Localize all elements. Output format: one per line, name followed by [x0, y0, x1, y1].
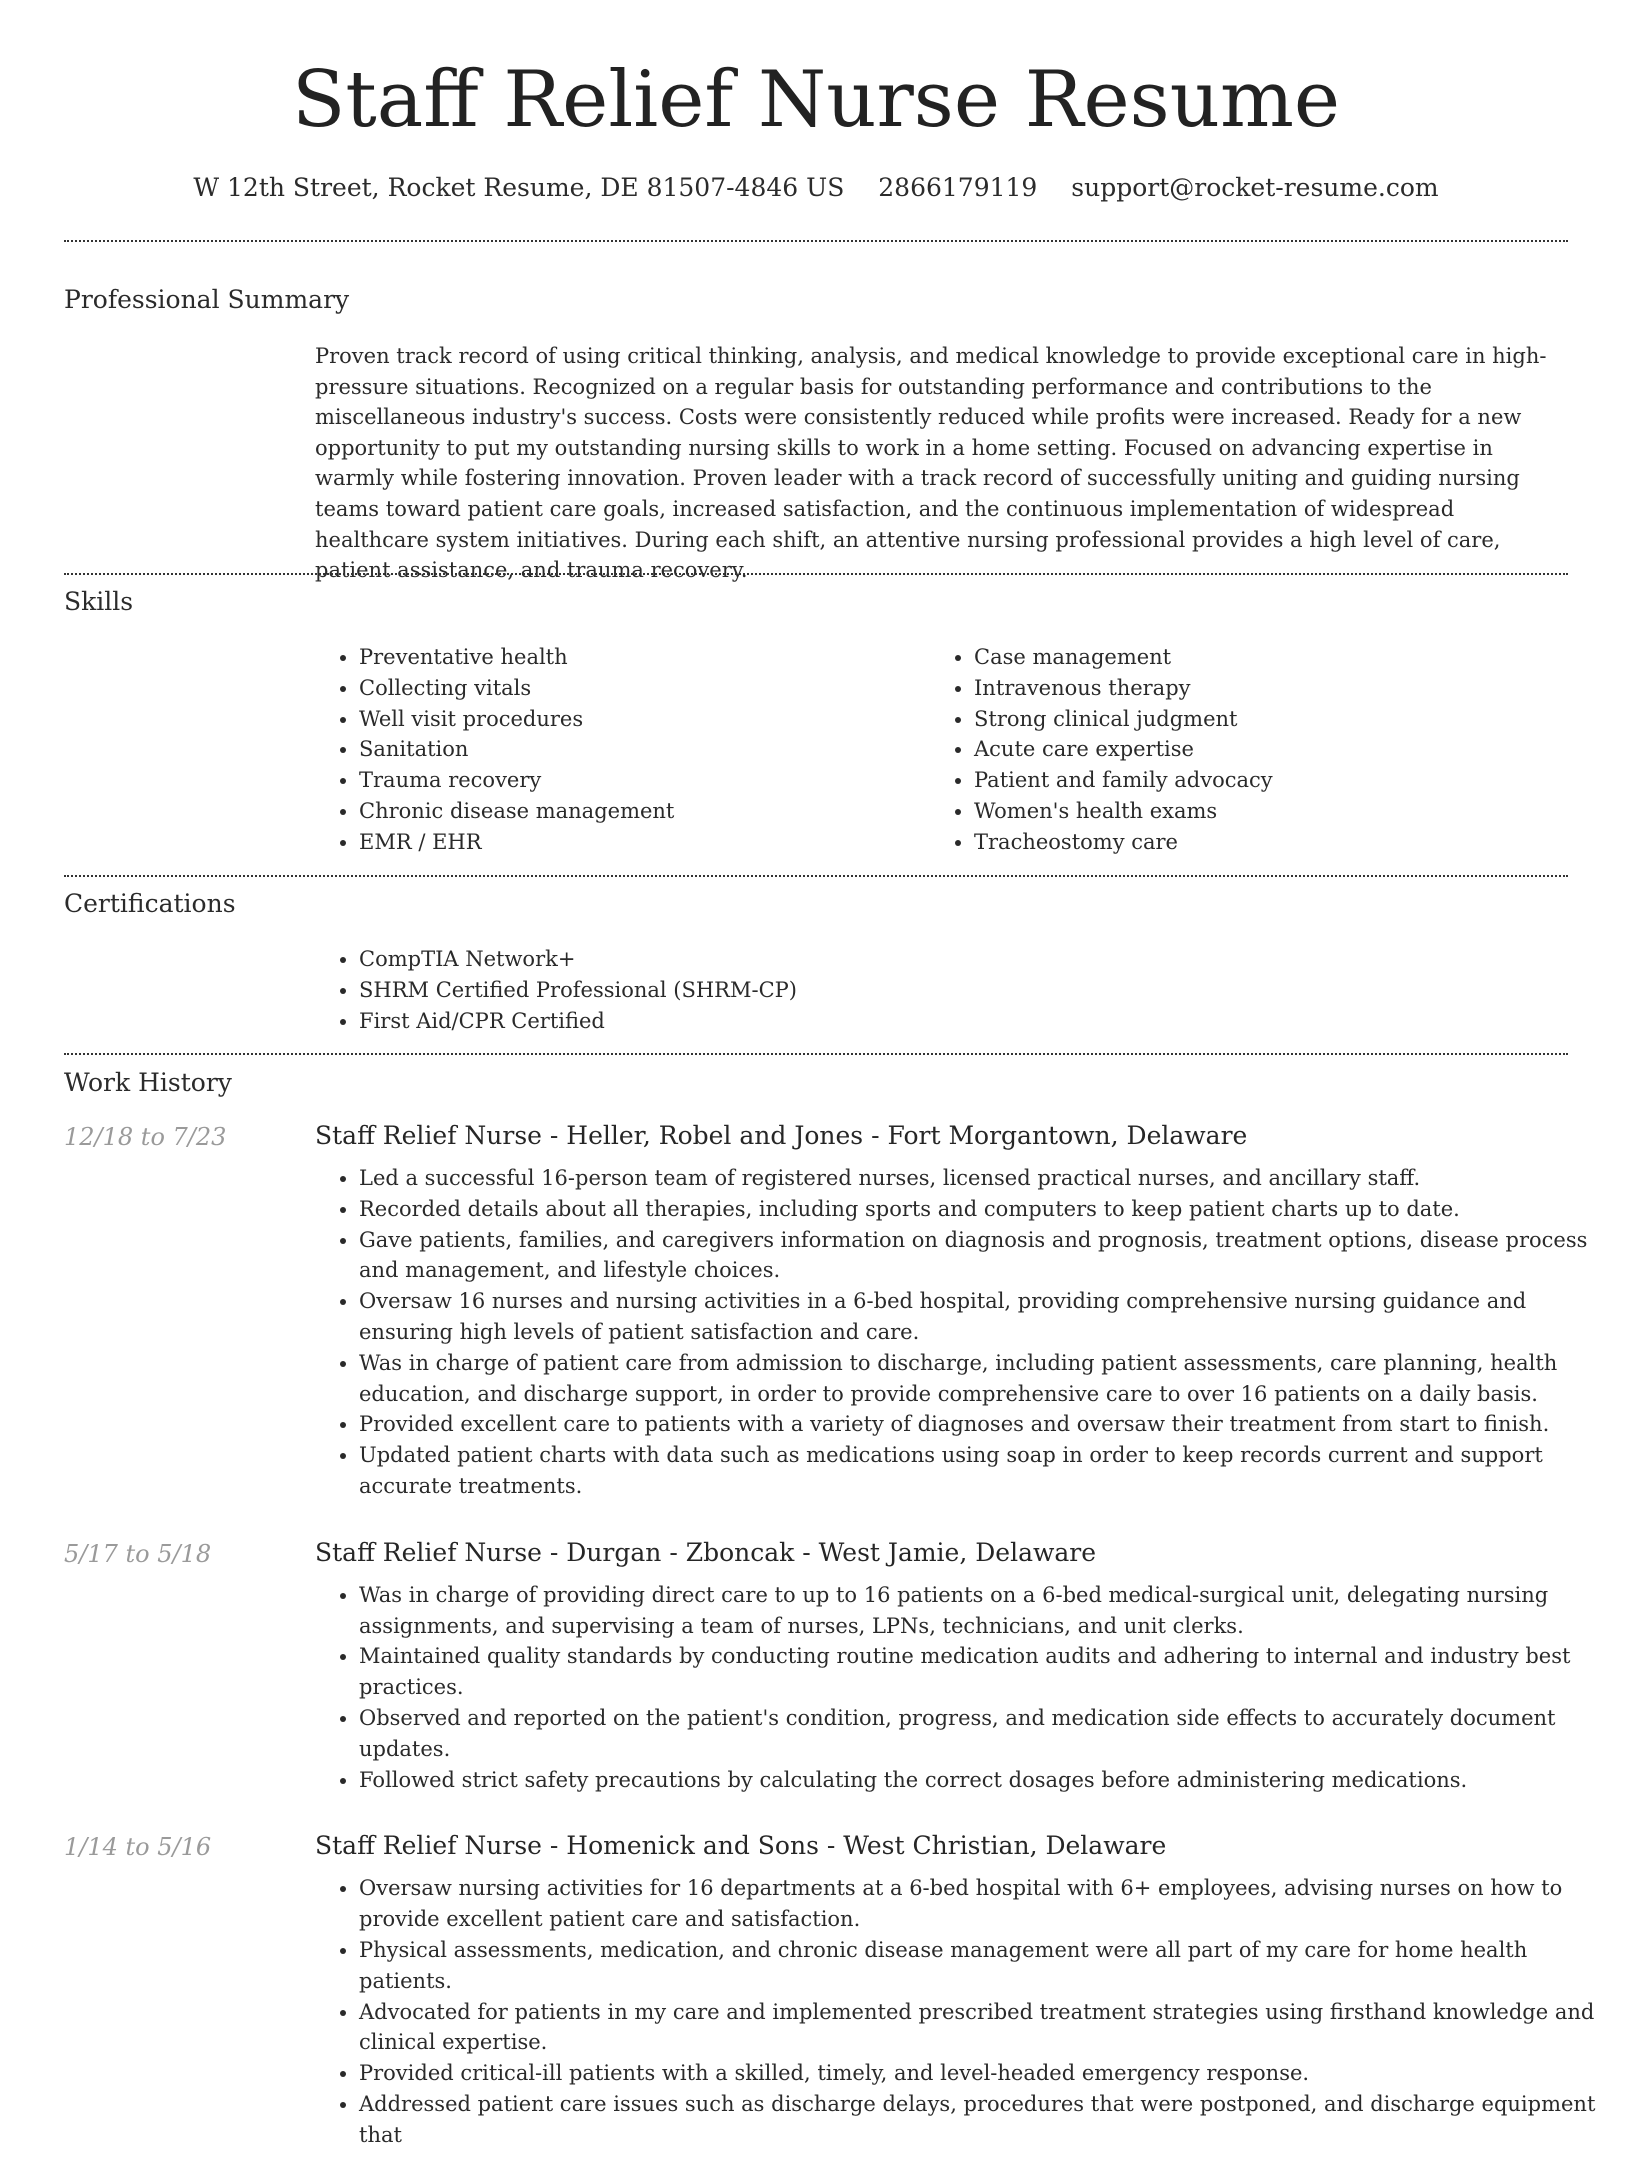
certifications-heading: Certifications [64, 889, 236, 918]
list-item: • Addressed patient care issues such as discharge delays, procedures that were postponed, and discharge equipment that [359, 2089, 1612, 2151]
list-item: • Preventative health [359, 642, 919, 673]
list-item: • EMR / EHR [359, 827, 919, 858]
job-bullets [315, 1163, 1612, 1502]
skills-list-right [930, 642, 1574, 858]
list-item: • Was in charge of patient care from admission to discharge, including patient assessments, care planning, health education, and discharge support, in order to provide comprehensive care to over 16 patients on a daily basis. [359, 1348, 1612, 1410]
section-divider [64, 573, 1568, 575]
list-item: • Provided critical-ill patients with a skilled, timely, and level-headed emergency response. [359, 2058, 1612, 2089]
job-bullets [315, 1873, 1612, 2150]
list-item: • Collecting vitals [359, 673, 919, 704]
job-title: Staff Relief Nurse - Homenick and Sons - West Christian, Delaware [315, 1831, 1167, 1861]
section-divider [64, 240, 1568, 242]
list-item: • First Aid/CPR Certified [359, 1006, 1559, 1037]
resume-title: Staff Relief Nurse Resume [291, 55, 1341, 145]
job-entry [64, 1118, 1588, 1502]
list-item: • Sanitation [359, 734, 919, 765]
list-item: • Tracheostomy care [974, 827, 1574, 858]
job-dates: 1/14 to 5/16 [64, 1833, 212, 1862]
section-divider [64, 1053, 1568, 1055]
work-history-heading: Work History [64, 1068, 232, 1097]
job-title: Staff Relief Nurse - Durgan - Zboncak - West Jamie, Delaware [315, 1537, 1097, 1567]
list-item: • Women's health exams [974, 796, 1574, 827]
work-history-list [64, 1118, 1596, 2184]
list-item: • Oversaw 16 nurses and nursing activities in a 6-bed hospital, providing comprehensive nursing guidance and ensuring high levels of patient satisfaction and care. [359, 1286, 1612, 1348]
job-dates: 5/17 to 5/18 [64, 1539, 212, 1568]
job-title: Staff Relief Nurse - Heller, Robel and Jones - Fort Morgantown, Delaware [315, 1121, 1248, 1150]
list-item: • Followed strict safety precautions by calculating the correct dosages before administering medications. [359, 1765, 1612, 1796]
list-item: • Advocated for patients in my care and implemented prescribed treatment strategies using firsthand knowledge and clinical expertise. [359, 1997, 1612, 2059]
list-item: • Was in charge of providing direct care to up to 16 patients on a 6-bed medical-surgical unit, delegating nursing assignments, and supervising a team of nurses, LPNs, technicians, and unit clerks. [359, 1580, 1612, 1642]
list-item: • Acute care expertise [974, 734, 1574, 765]
skills-heading: Skills [64, 587, 134, 616]
contact-line [0, 170, 1632, 206]
job-entry [64, 1535, 1571, 1796]
job-bullets [315, 1580, 1612, 1796]
section-divider [64, 875, 1568, 877]
list-item: • Trauma recovery [359, 765, 919, 796]
job-dates: 12/18 to 7/23 [64, 1123, 227, 1151]
job-entry [64, 1828, 1596, 2150]
skills-list-left [315, 642, 919, 858]
list-item: • Provided excellent care to patients with a variety of diagnoses and oversaw their treatment from start to finish. [359, 1409, 1612, 1440]
list-item: • Recorded details about all therapies, including sports and computers to keep patient charts up to date. [359, 1194, 1612, 1225]
list-item: • Oversaw nursing activities for 16 departments at a 6-bed hospital with 6+ employees, advising nurses on how to provide excellent patient care and satisfaction. [359, 1873, 1612, 1935]
list-item: • Well visit procedures [359, 704, 919, 735]
list-item: • Updated patient charts with data such as medications using soap in order to keep records current and support accurate treatments. [359, 1440, 1612, 1502]
list-item: • Physical assessments, medication, and chronic disease management were all part of my care for home health patients. [359, 1935, 1612, 1997]
list-item: • CompTIA Network+ [359, 944, 1559, 975]
list-item: • Intravenous therapy [974, 673, 1574, 704]
summary-text: Proven track record of using critical thinking, analysis, and medical knowledge to provide exceptional care in high-pressure situations. Recognized on a regular basis for outstanding performance and contributions to the miscellaneous industry's success. Costs were consistently reduced while profits were increased. Ready for a new opportunity to put my outstanding nursing skills to work in a home setting. Focused on advancing expertise in warmly while fostering innovation. Proven leader with a track record of successfully uniting and guiding nursing teams toward patient care goals, increased satisfaction, and the continuous implementation of widespread healthcare system initiatives. During each shift, an attentive nursing professional provides a high level of care, patient assistance, and trauma recovery. [315, 344, 1547, 583]
list-item: • Chronic disease management [359, 796, 919, 827]
list-item: • Case management [974, 642, 1574, 673]
list-item: • Strong clinical judgment [974, 704, 1574, 735]
list-item: • Maintained quality standards by conducting routine medication audits and adhering to internal and industry best practices. [359, 1641, 1612, 1703]
list-item: • Gave patients, families, and caregivers information on diagnosis and prognosis, treatment options, disease process and management, and lifestyle choices. [359, 1225, 1612, 1287]
contact-phone: 2866179119 [878, 173, 1038, 202]
list-item: • Patient and family advocacy [974, 765, 1574, 796]
list-item: • Led a successful 16-person team of registered nurses, licensed practical nurses, and ancillary staff. [359, 1163, 1612, 1194]
certifications-list [315, 944, 1559, 1036]
contact-email[interactable]: support@rocket-resume.com [1071, 173, 1439, 202]
list-item: • Observed and reported on the patient's condition, progress, and medication side effects to accurately document updates. [359, 1703, 1612, 1765]
contact-address: W 12th Street, Rocket Resume, DE 81507-4846 US [193, 173, 845, 202]
summary-heading: Professional Summary [64, 285, 350, 314]
list-item: • SHRM Certified Professional (SHRM-CP) [359, 975, 1559, 1006]
